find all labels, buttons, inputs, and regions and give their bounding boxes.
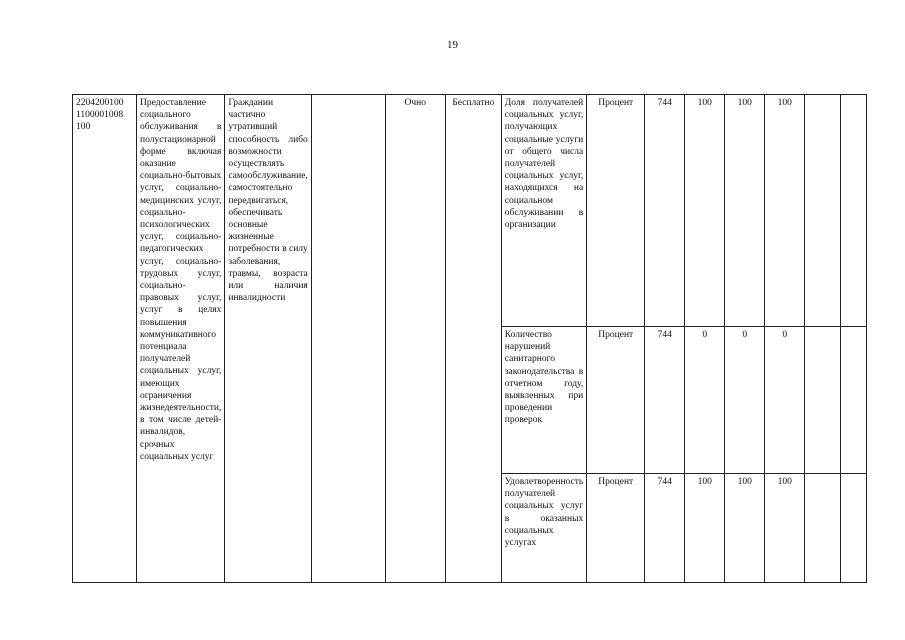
value-year-2-cell: 100 bbox=[725, 474, 765, 583]
deviation-absolute-cell bbox=[841, 327, 867, 474]
value-year-1-cell: 0 bbox=[685, 327, 725, 474]
indicator-name-cell: Удовлетворенность получателей социальных услуг в оказанных социальных услугах bbox=[501, 474, 586, 583]
value-year-2-cell: 100 bbox=[725, 95, 765, 327]
unit-cell: Процент bbox=[587, 327, 645, 474]
deviation-percent-cell bbox=[805, 474, 841, 583]
empty-cell bbox=[311, 95, 385, 583]
service-code-cell: 2204200100 1100001008 100 bbox=[73, 95, 137, 583]
unit-cell: Процент bbox=[587, 95, 645, 327]
payment-cell: Бесплатно bbox=[445, 95, 501, 583]
okei-cell: 744 bbox=[645, 327, 685, 474]
service-form-cell: Очно bbox=[385, 95, 445, 583]
indicator-name-cell: Доля получателей социальных услуг, получающих социальные услуги от общего числа получателей социальных услуг, находящихся на социальном обслуживании в организации bbox=[501, 95, 586, 327]
value-year-3-cell: 100 bbox=[765, 95, 805, 327]
value-year-1-cell: 100 bbox=[685, 474, 725, 583]
deviation-absolute-cell bbox=[841, 474, 867, 583]
service-name-cell: Предоставление социального обслуживания в полустационарной форме включая оказание социально-бытовых услуг, социально-медицинских услуг, социально-психологических услуг, социально-педагогических услуг, социально-трудовых услуг, социально-правовых услуг, услуг в целях повышения коммуникативного потенциала получателей социальных услуг, имеющих ограничения жизнедеятельности, в том числе детей-инвалидов, срочных социальных услуг bbox=[137, 95, 225, 583]
table-row bbox=[73, 95, 867, 327]
unit-cell: Процент bbox=[587, 474, 645, 583]
deviation-absolute-cell bbox=[841, 95, 867, 327]
deviation-percent-cell bbox=[805, 327, 841, 474]
okei-cell: 744 bbox=[645, 95, 685, 327]
recipient-category-cell: Граждании частично утративший способность либо возможности осуществлять самообслуживание, самостоятельно передвигаться, обеспечивать основные жизненные потребности в силу заболевания, травмы, возраста или наличия инвалидности bbox=[225, 95, 311, 583]
value-year-2-cell: 0 bbox=[725, 327, 765, 474]
value-year-1-cell: 100 bbox=[685, 95, 725, 327]
value-year-3-cell: 0 bbox=[765, 327, 805, 474]
value-year-3-cell: 100 bbox=[765, 474, 805, 583]
page-number: 19 bbox=[447, 39, 458, 51]
indicator-name-cell: Количество нарушений санитарного законодательства в отчетном году, выявленных при проведении проверок bbox=[501, 327, 586, 474]
okei-cell: 744 bbox=[645, 474, 685, 583]
registry-table bbox=[72, 94, 867, 583]
deviation-percent-cell bbox=[805, 95, 841, 327]
